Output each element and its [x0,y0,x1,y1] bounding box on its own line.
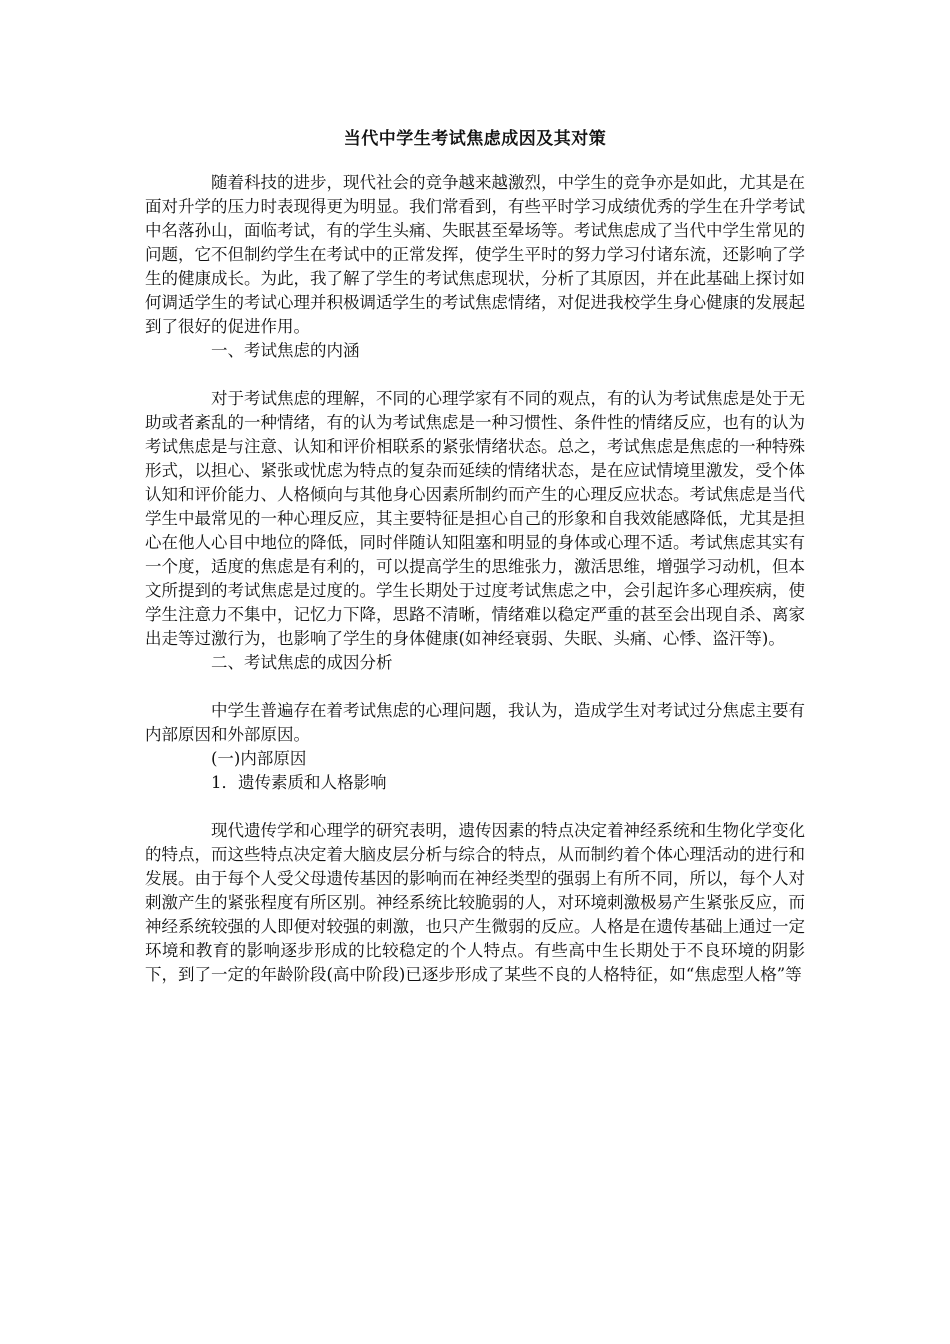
paragraph-intro: 随着科技的进步，现代社会的竞争越来越激烈，中学生的竞争亦是如此，尤其是在面对升学的压力时表现得更为明显。我们常看到，有些平时学习成绩优秀的学生在升学考试中名落孙山，面临考试，有的学生头痛、失眠甚至晕场等。考试焦虑成了当代中学生常见的问题，它不但制约学生在考试中的正常发挥，使学生平时的努力学习付诸东流，还影响了学生的健康成长。为此，我了解了学生的考试焦虑现状，分析了其原因，并在此基础上探讨如何调适学生的考试心理并积极调适学生的考试焦虑情绪，对促进我校学生身心健康的发展起到了很好的促进作用。 [145,173,805,336]
section-heading-1: 一、考试焦虑的内涵 [211,341,360,360]
subsection-heading-internal: (一)内部原因 [211,749,307,768]
section-heading-2: 二、考试焦虑的成因分析 [211,653,393,672]
subsection-heading-heredity: 1．遗传素质和人格影响 [211,773,387,792]
document-title: 当代中学生考试焦虑成因及其对策 [343,129,607,149]
paragraph-heredity: 现代遗传学和心理学的研究表明，遗传因素的特点决定着神经系统和生物化学变化的特点，而这些特点决定着大脑皮层分析与综合的特点，从而制约着个体心理活动的进行和发展。由于每个人受父母遗传基因的影响而在神经类型的强弱上有所不同，所以，每个人对刺激产生的紧张程度有所区别。神经系统比较脆弱的人，对环境刺激极易产生紧张反应，而神经系统较强的人即便对较强的刺激，也只产生微弱的反应。人格是在遗传基础上通过一定环境和教育的影响逐步形成的比较稳定的个人特点。有些高中生长期处于不良环境的阴影下，到了一定的年龄阶段(高中阶段)已逐步形成了某些不良的人格特征，如“焦虑型人格”等 [145,821,805,984]
paragraph-causes-intro: 中学生普遍存在着考试焦虑的心理问题，我认为，造成学生对考试过分焦虑主要有内部原因和外部原因。 [145,701,805,744]
paragraph-definition: 对于考试焦虑的理解，不同的心理学家有不同的观点，有的认为考试焦虑是处于无助或者紊乱的一种情绪，有的认为考试焦虑是一种习惯性、条件性的情绪反应，也有的认为考试焦虑是与注意、认知和评价相联系的紧张情绪状态。总之，考试焦虑是焦虑的一种特殊形式，以担心、紧张或忧虑为特点的复杂而延续的情绪状态，是在应试情境里激发，受个体认知和评价能力、人格倾向与其他身心因素所制约而产生的心理反应状态。考试焦虑是当代学生中最常见的一种心理反应，其主要特征是担心自己的形象和自我效能感降低，尤其是担心在他人心目中地位的降低，同时伴随认知阻塞和明显的身体或心理不适。考试焦虑其实有一个度，适度的焦虑是有利的，可以提高学生的思维张力，激活思维，增强学习动机，但本文所提到的考试焦虑是过度的。学生长期处于过度考试焦虑之中，会引起许多心理疾病，使学生注意力不集中，记忆力下降，思路不清晰，情绪难以稳定严重的甚至会出现自杀、离家出走等过激行为，也影响了学生的身体健康(如神经衰弱、失眠、头痛、心悸、盗汗等)。 [145,389,805,648]
document-body [145,171,805,987]
